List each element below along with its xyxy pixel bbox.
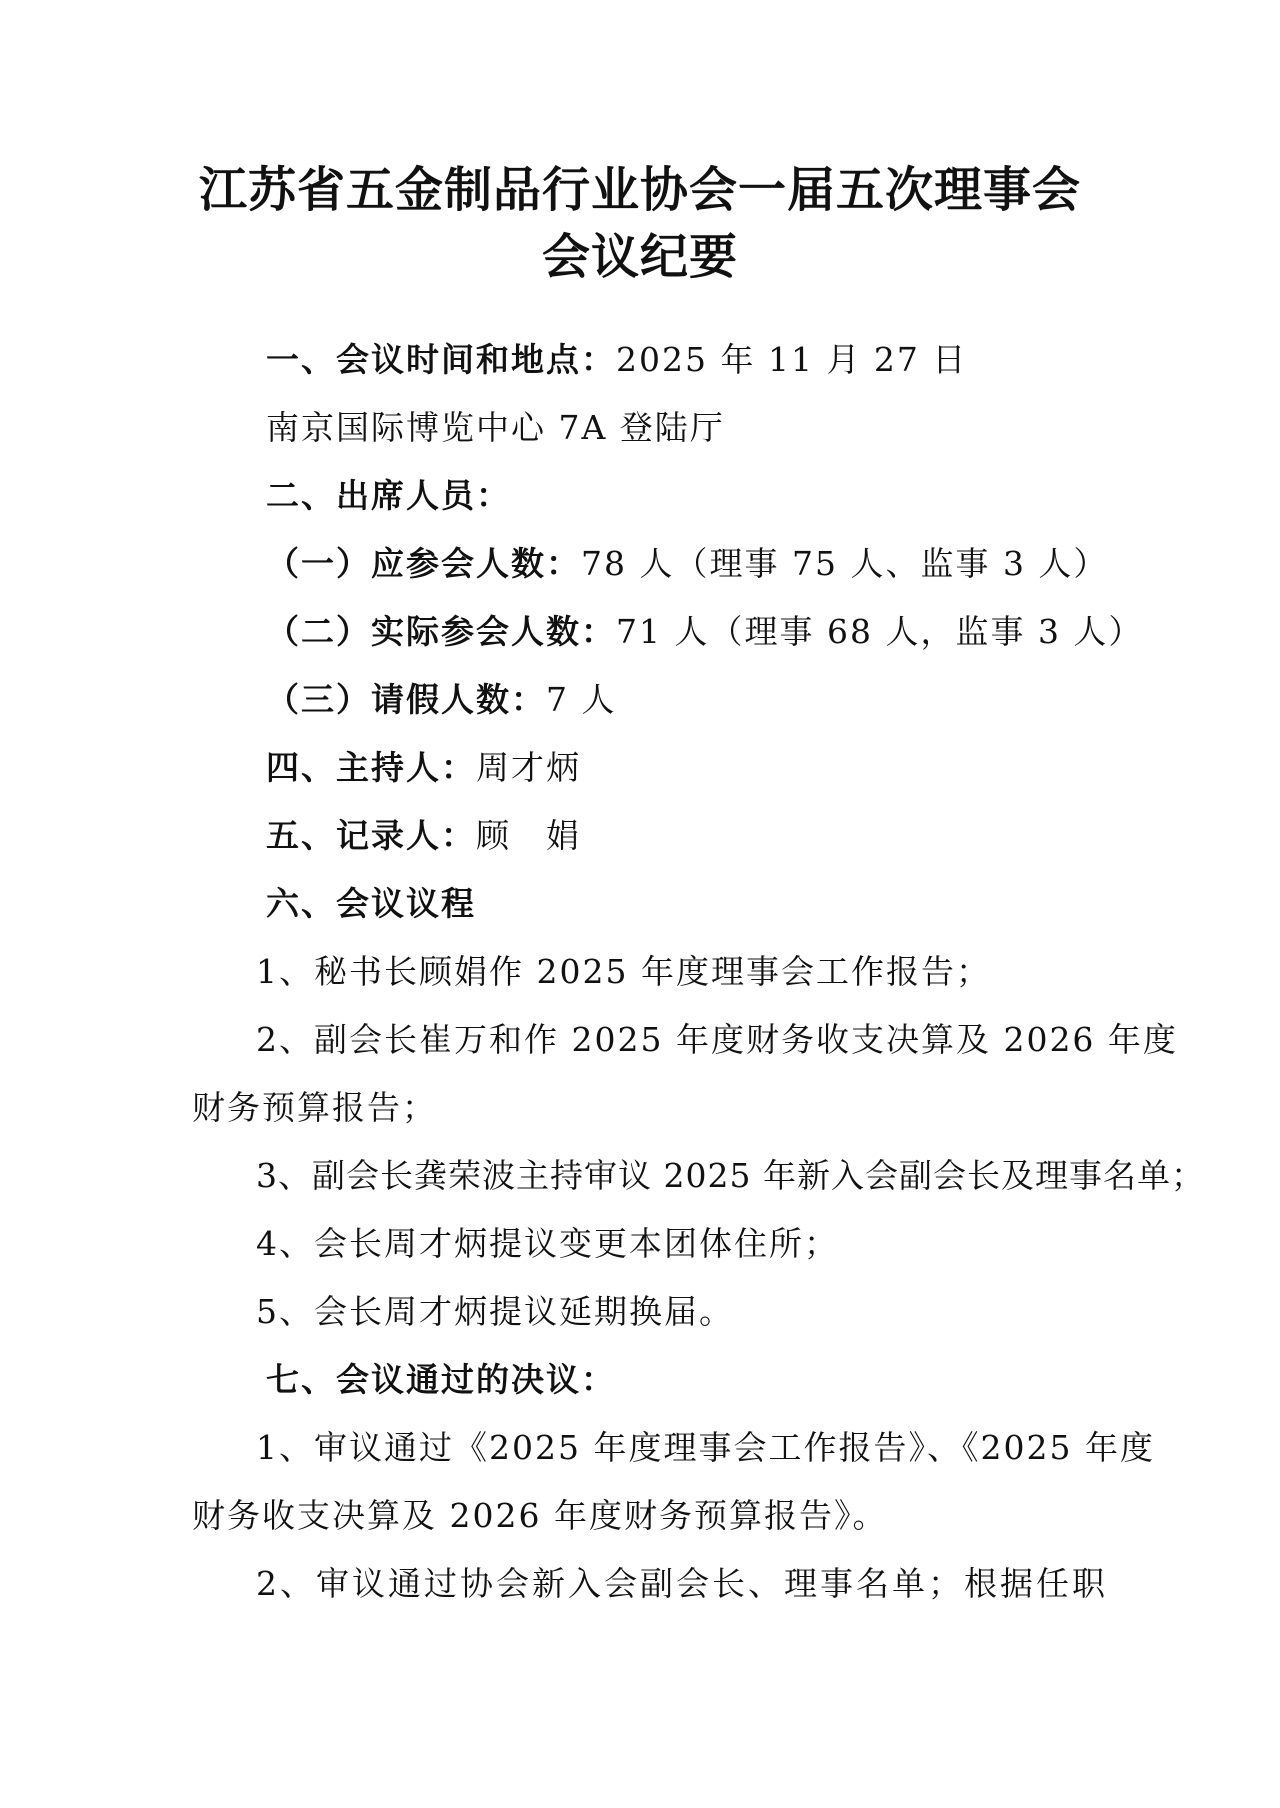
section-heading-time-place: 一、会议时间和地点： — [266, 340, 616, 379]
host-label: 四、主持人： — [266, 748, 476, 787]
agenda-item-5: 5、会长周才炳提议延期换届。 — [256, 1292, 734, 1331]
agenda-item-4: 4、会长周才炳提议变更本团体住所； — [256, 1224, 839, 1263]
agenda-item-3: 3、副会长龚荣波主持审议 2025 年新入会副会长及理事名单； — [256, 1156, 1205, 1195]
agenda-item-1: 1、秘书长顾娟作 2025 年度理事会工作报告； — [256, 952, 991, 991]
document-title-line1: 江苏省五金制品行业协会一届五次理事会 — [198, 162, 1081, 218]
meeting-time-row — [266, 338, 967, 382]
section-heading-agenda: 六、会议议程 — [266, 884, 476, 923]
absent-value: 7 人 — [546, 680, 617, 719]
agenda-item-2-line2: 财务预算报告； — [192, 1088, 437, 1127]
recorder-value: 顾 娟 — [476, 816, 581, 855]
section-heading-attendees: 二、出席人员： — [266, 476, 511, 515]
actual-attendees-value: 71 人（理事 68 人，监事 3 人） — [616, 612, 1144, 651]
resolution-item-1-line1: 1、审议通过《2025 年度理事会工作报告》、《2025 年度 — [256, 1428, 1155, 1467]
section-heading-resolutions: 七、会议通过的决议： — [266, 1360, 616, 1399]
expected-attendees-row — [266, 542, 1108, 586]
agenda-item-2-line1: 2、副会长崔万和作 2025 年度财务收支决算及 2026 年度 — [256, 1020, 1178, 1059]
recorder-row — [266, 814, 581, 858]
expected-attendees-label: （一）应参会人数： — [266, 544, 581, 583]
absent-row — [266, 678, 617, 722]
document-title-line2: 会议纪要 — [541, 229, 738, 285]
resolution-item-2-line1: 2、审议通过协会新入会副会长、理事名单；根据任职 — [256, 1564, 1108, 1603]
absent-label: （三）请假人数： — [266, 680, 546, 719]
meeting-date: 2025 年 11 月 27 日 — [616, 340, 968, 379]
actual-attendees-label: （二）实际参会人数： — [266, 612, 616, 651]
host-value: 周才炳 — [476, 748, 581, 787]
expected-attendees-value: 78 人（理事 75 人、监事 3 人） — [581, 544, 1109, 583]
recorder-label: 五、记录人： — [266, 816, 476, 855]
meeting-place: 南京国际博览中心 7A 登陆厅 — [266, 408, 725, 447]
resolution-item-1-line2: 财务收支决算及 2026 年度财务预算报告》。 — [192, 1496, 888, 1535]
host-row — [266, 746, 581, 790]
actual-attendees-row — [266, 610, 1143, 654]
